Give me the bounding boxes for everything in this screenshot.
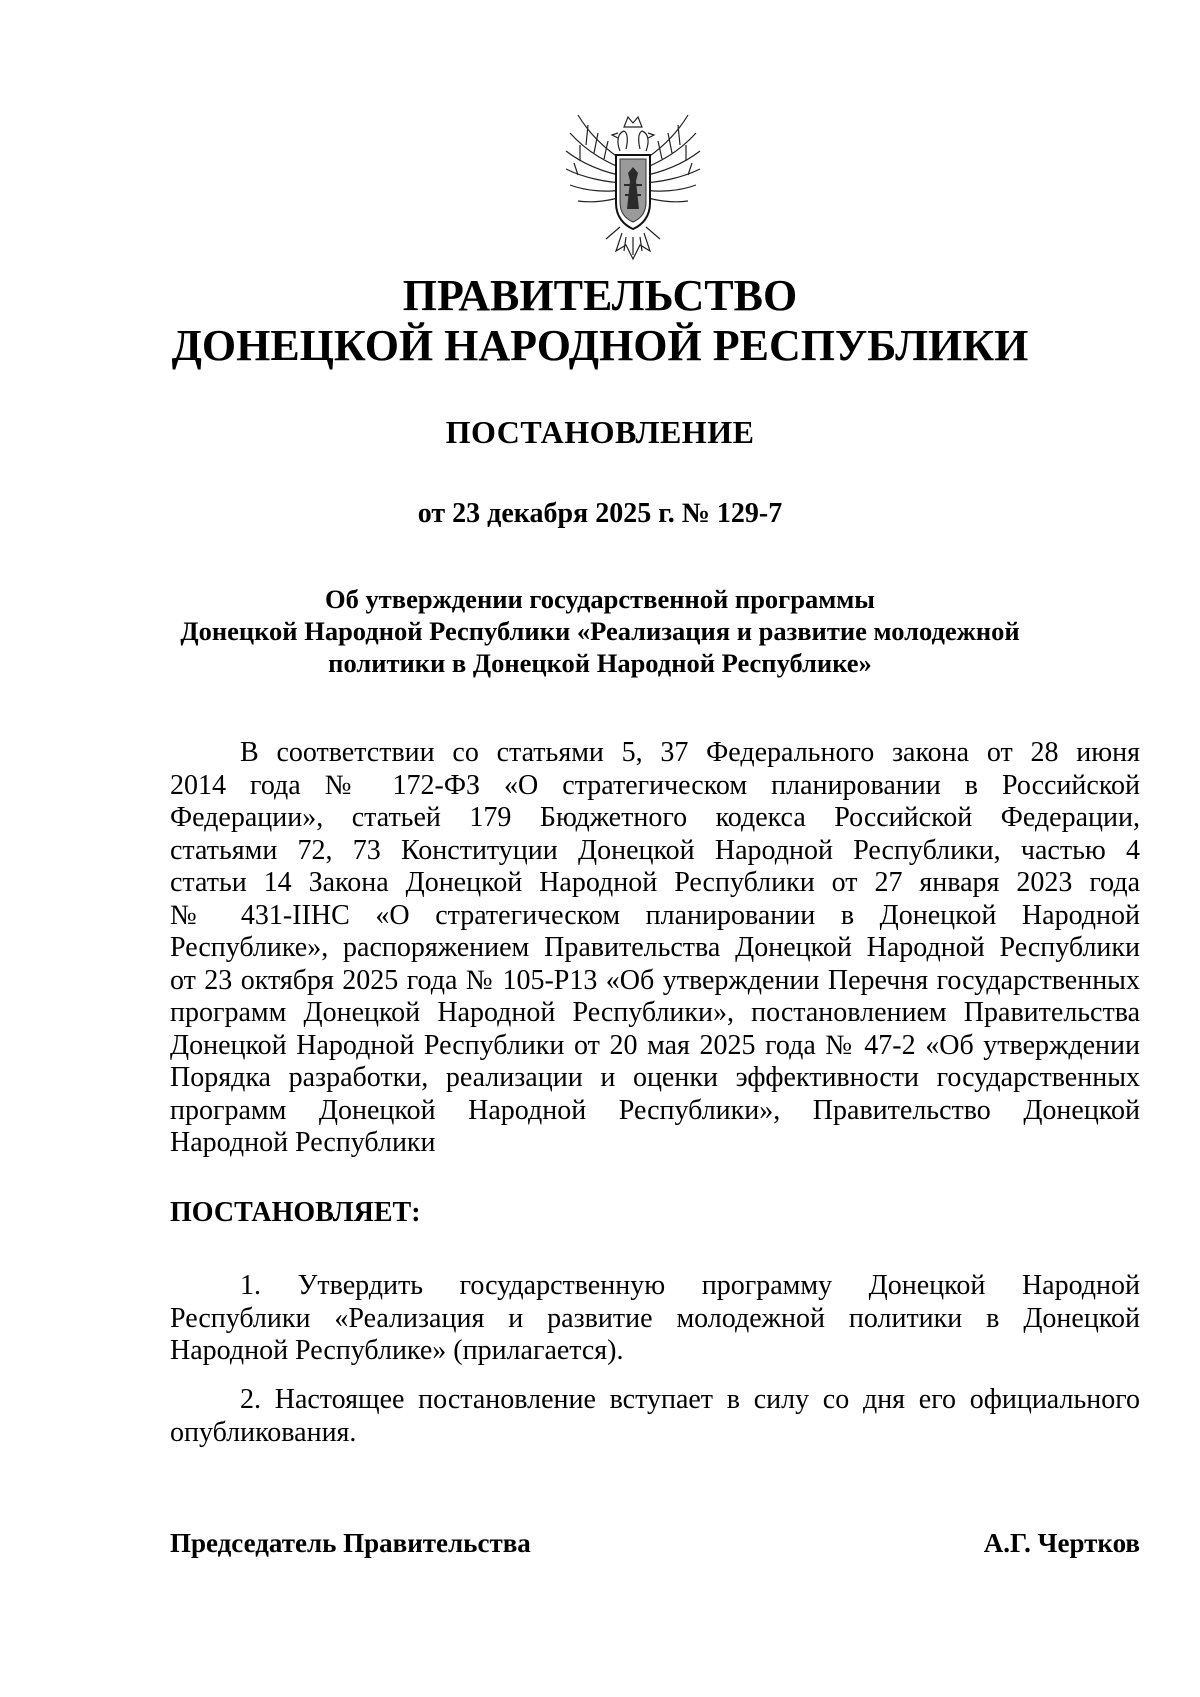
preamble-line: Порядка разработки, реализации и оценки эффективности государственных (170, 1062, 1140, 1093)
subject-line: Донецкой Народной Республики «Реализация и развитие молодежной (180, 616, 1020, 646)
coat-of-arms-icon (558, 105, 708, 263)
preamble-line: от 23 октября 2025 года № 105-Р13 «Об утверждении Перечня государственных (170, 964, 1140, 996)
resolves-heading: ПОСТАНОВЛЯЕТ: (170, 1197, 421, 1228)
document-subject (150, 583, 1050, 679)
preamble-line: Республике», распоряжением Правительства Донецкой Народной Республики (170, 932, 1140, 963)
item-line: опубликования. (170, 1416, 357, 1448)
preamble-line: Народной Республики (170, 1127, 436, 1158)
preamble-line: Федерации», статьей 179 Бюджетного кодекса Российской Федерации, (170, 802, 1140, 833)
resolution-item-1 (170, 1270, 1140, 1368)
government-title-line-1: ПРАВИТЕЛЬСТВО (402, 271, 798, 320)
preamble-line: 2014 года № 172-ФЗ «О стратегическом планировании в Российской (170, 769, 1140, 801)
preamble-line: программ Донецкой Народной Республики», постановлением Правительства (170, 997, 1140, 1028)
signatory-name: А.Г. Чертков (983, 1528, 1140, 1558)
signatory-position: Председатель Правительства (170, 1528, 531, 1558)
preamble-line: № 431-IIНС «О стратегическом планировании в Донецкой Народной (170, 899, 1140, 931)
item-line: 1. Утвердить государственную программу Донецкой Народной (240, 1270, 1140, 1301)
preamble-line: программ Донецкой Народной Республики», Правительство Донецкой (170, 1094, 1140, 1126)
preamble-line: статьи 14 Закона Донецкой Народной Республики от 27 января 2023 года (170, 867, 1140, 898)
preamble-paragraph (170, 737, 1140, 1160)
item-line: Народной Республике» (прилагается). (170, 1335, 624, 1366)
resolution-item-2 (170, 1384, 1140, 1449)
subject-line: Об утверждении государственной программы (325, 584, 875, 614)
government-title-line-2: ДОНЕЦКОЙ НАРОДНОЙ РЕСПУБЛИКИ (171, 321, 1029, 370)
item-line: 2. Настоящее постановление вступает в силу со дня его официального (240, 1384, 1140, 1415)
preamble-line: Донецкой Народной Республики от 20 мая 2025 года № 47-2 «Об утверждении (170, 1029, 1140, 1061)
preamble-line: статьями 72, 73 Конституции Донецкой Народной Республики, частью 4 (170, 834, 1140, 866)
subject-line: политики в Донецкой Народной Республике» (328, 648, 872, 678)
document-type: ПОСТАНОВЛЕНИЕ (445, 414, 755, 450)
item-line: Республики «Реализация и развитие молодежной политики в Донецкой (170, 1302, 1140, 1334)
document-date-number: от 23 декабря 2025 г. № 129-7 (417, 498, 783, 529)
preamble-line: В соответствии со статьями 5, 37 Федерального закона от 28 июня (240, 737, 1140, 768)
